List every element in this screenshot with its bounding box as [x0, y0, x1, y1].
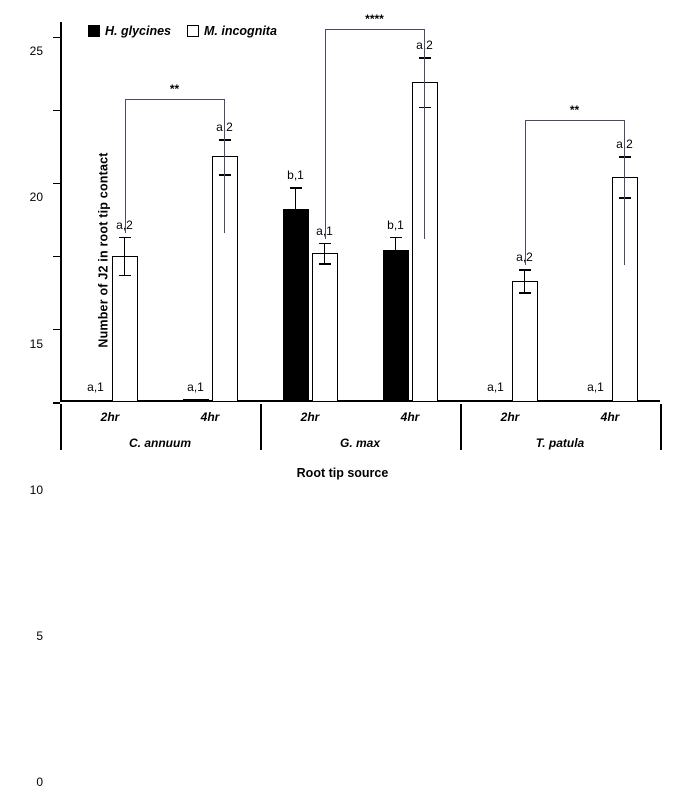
error-bar-cap — [390, 263, 402, 265]
significance-bracket — [325, 29, 425, 239]
error-bar — [124, 237, 126, 275]
group-separator — [660, 404, 662, 450]
bar — [283, 209, 309, 402]
error-bar-cap — [119, 275, 131, 277]
bar-annotation: a,1 — [187, 380, 204, 394]
legend-label: M. incognita — [204, 24, 277, 38]
y-axis-title: Number of J2 in root tip contact — [96, 152, 111, 348]
y-tick-label: 5 — [36, 628, 43, 643]
bar-annotation: a,2 — [216, 119, 233, 134]
x-axis-title: Root tip source — [296, 466, 389, 480]
group-label: T. patula — [535, 436, 585, 450]
bar-annotation: b,1 — [287, 168, 304, 183]
bar — [83, 400, 109, 402]
x-tick-label: 4hr — [200, 410, 220, 424]
y-axis-line — [60, 22, 62, 402]
significance-bracket — [525, 120, 625, 265]
legend-swatch — [187, 25, 199, 37]
x-tick-label: 4hr — [600, 410, 620, 424]
bar — [312, 253, 338, 402]
bar — [183, 399, 209, 402]
bar-annotation: a,1 — [316, 223, 333, 238]
bar — [512, 281, 538, 402]
y-tick-label: 15 — [29, 336, 43, 351]
bar-annotation: a,2 — [616, 137, 633, 152]
error-bar-cap — [290, 231, 302, 233]
error-bar-cap — [519, 269, 531, 271]
y-tick-label: 20 — [29, 190, 43, 205]
error-bar-cap — [290, 187, 302, 189]
legend-item — [88, 24, 171, 38]
y-tick — [29, 110, 60, 205]
error-bar — [295, 187, 297, 231]
y-tick-label: 10 — [29, 482, 43, 497]
bar-annotation: a,1 — [587, 380, 604, 394]
significance-label: ** — [569, 103, 580, 118]
error-bar — [395, 237, 397, 263]
group-separator — [460, 404, 462, 450]
error-bar-cap — [519, 292, 531, 294]
significance-label: ** — [169, 81, 180, 96]
y-tick — [29, 37, 60, 59]
bar-annotation: a,2 — [516, 250, 533, 264]
legend-item — [187, 24, 277, 38]
x-tick-label: 2hr — [100, 410, 120, 424]
error-bar — [524, 269, 526, 292]
x-tick-label: 2hr — [500, 410, 520, 424]
error-bar-cap — [319, 243, 331, 245]
error-bar-cap — [119, 237, 131, 239]
bar-annotation: b,1 — [387, 217, 404, 232]
group-separator — [260, 404, 262, 450]
significance-bracket — [125, 99, 225, 233]
x-tick-label: 2hr — [300, 410, 320, 424]
group-separator — [60, 404, 62, 450]
y-tick-label: 0 — [36, 775, 43, 789]
y-tick-label: 25 — [29, 44, 43, 59]
error-bar-cap — [319, 263, 331, 265]
x-axis-line — [60, 400, 660, 402]
x-tick-label: 4hr — [400, 410, 420, 424]
bar — [383, 250, 409, 402]
group-label: C. annuum — [129, 436, 191, 450]
group-label: G. max — [339, 436, 381, 450]
bar — [583, 400, 609, 402]
legend-label: H. glycines — [105, 24, 171, 38]
bar-annotation: a,1 — [487, 380, 504, 394]
legend-swatch — [88, 25, 100, 37]
bar-annotation: a,2 — [416, 38, 433, 53]
bar — [483, 400, 509, 402]
legend — [88, 24, 277, 38]
bar — [112, 256, 138, 402]
bar-annotation: a,2 — [116, 217, 133, 232]
error-bar — [324, 243, 326, 263]
bar-annotation: a,1 — [87, 380, 104, 394]
significance-label: **** — [365, 12, 384, 27]
